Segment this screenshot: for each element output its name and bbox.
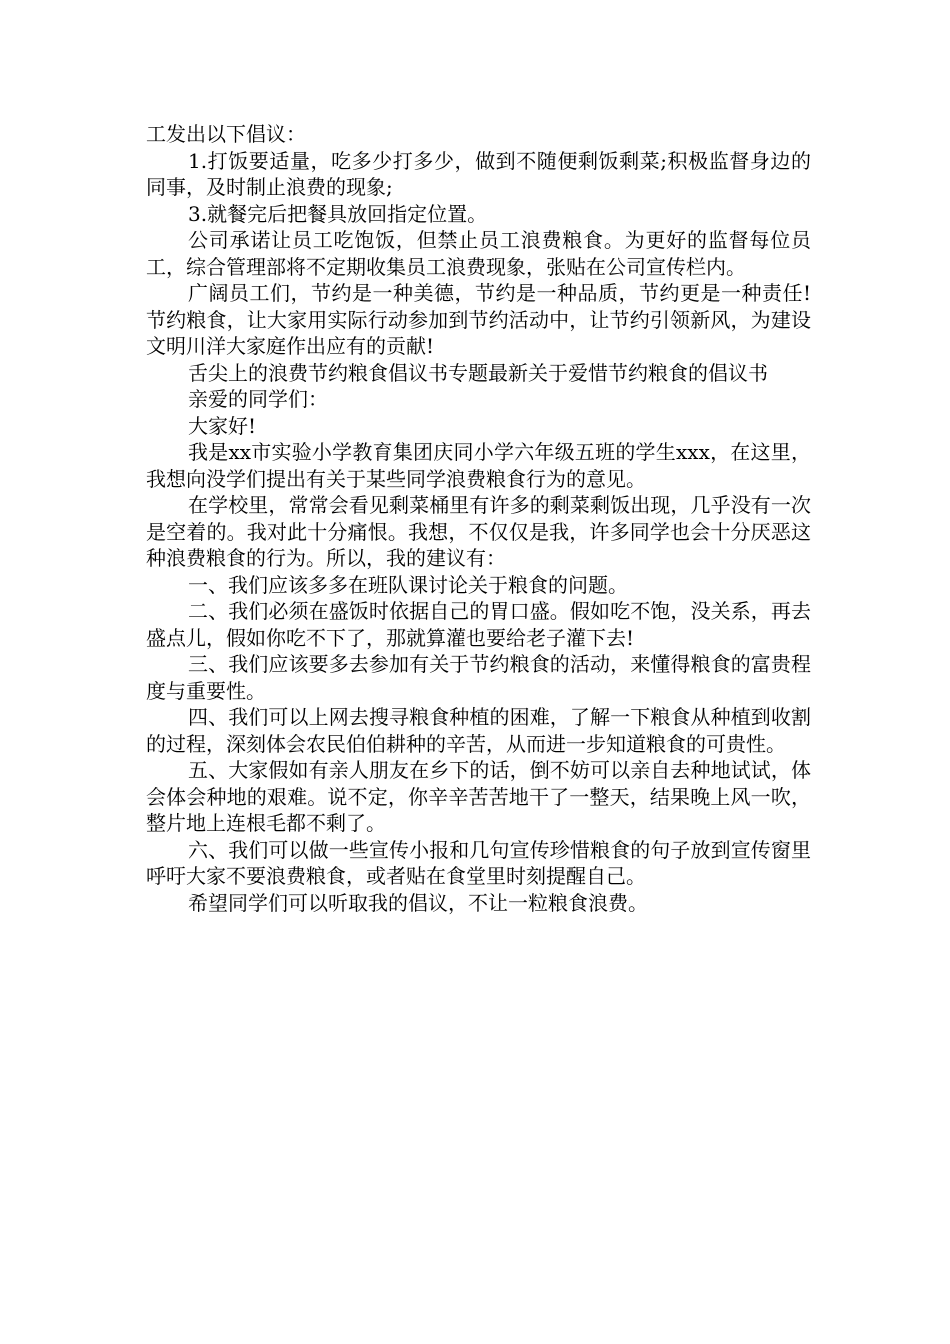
paragraph: 在学校里，常常会看见剩菜桶里有许多的剩菜剩饭出现，几乎没有一次是空着的。我对此十分痛恨。我想，不仅仅是我，许多同学也会十分厌恶这种浪费粮食的行为。所以，我的建议有： (146, 493, 811, 570)
paragraph: 工发出以下倡议： (146, 122, 306, 146)
paragraph: 广阔员工们，节约是一种美德，节约是一种品质，节约更是一种责任!节约粮食，让大家用实际行动参加到节约活动中，让节约引领新风，为建设文明川洋大家庭作出应有的贡献! (146, 281, 811, 358)
closing-paragraph: 希望同学们可以听取我的倡议，不让一粒粮食浪费。 (188, 890, 648, 915)
document-body (146, 121, 811, 916)
list-item: 四、我们可以上网去搜寻粮食种植的困难，了解一下粮食从种植到收割的过程，深刻体会农民伯伯耕种的辛苦，从而进一步知道粮食的可贵性。 (146, 705, 811, 756)
section-title-paragraph: 舌尖上的浪费节约粮食倡议书专题最新关于爱惜节约粮食的倡议书 (188, 360, 768, 385)
list-item: 一、我们应该多多在班队课讨论关于粮食的问题。 (188, 572, 628, 597)
paragraph: 1.打饭要适量，吃多少打多少，做到不随便剩饭剩菜;积极监督身边的同事，及时制止浪费的现象; (146, 148, 811, 199)
paragraph: 我是xx市实验小学教育集团庆同小学六年级五班的学生xxx，在这里，我想向没学们提出有关于某些同学浪费粮食行为的意见。 (146, 440, 811, 491)
list-item: 三、我们应该要多去参加有关于节约粮食的活动，来懂得粮食的富贵程度与重要性。 (146, 652, 811, 703)
list-item: 二、我们必须在盛饭时依据自己的胃口盛。假如吃不饱，没关系，再去盛点儿，假如你吃不下了，那就算灌也要给老子灌下去! (146, 599, 811, 650)
paragraph: 3.就餐完后把餐具放回指定位置。 (188, 201, 488, 226)
paragraph: 公司承诺让员工吃饱饭，但禁止员工浪费粮食。为更好的监督每位员工，综合管理部将不定期收集员工浪费现象，张贴在公司宣传栏内。 (146, 228, 811, 279)
list-item: 六、我们可以做一些宣传小报和几句宣传珍惜粮食的句子放到宣传窗里呼吁大家不要浪费粮食，或者贴在食堂里时刻提醒自己。 (146, 837, 811, 888)
list-item: 五、大家假如有亲人朋友在乡下的话，倒不妨可以亲自去种地试试，体会体会种地的艰难。说不定，你辛辛苦苦地干了一整天，结果晚上风一吹，整片地上连根毛都不剩了。 (146, 758, 811, 835)
salutation: 亲爱的同学们： (188, 387, 328, 411)
greeting: 大家好! (188, 413, 257, 438)
